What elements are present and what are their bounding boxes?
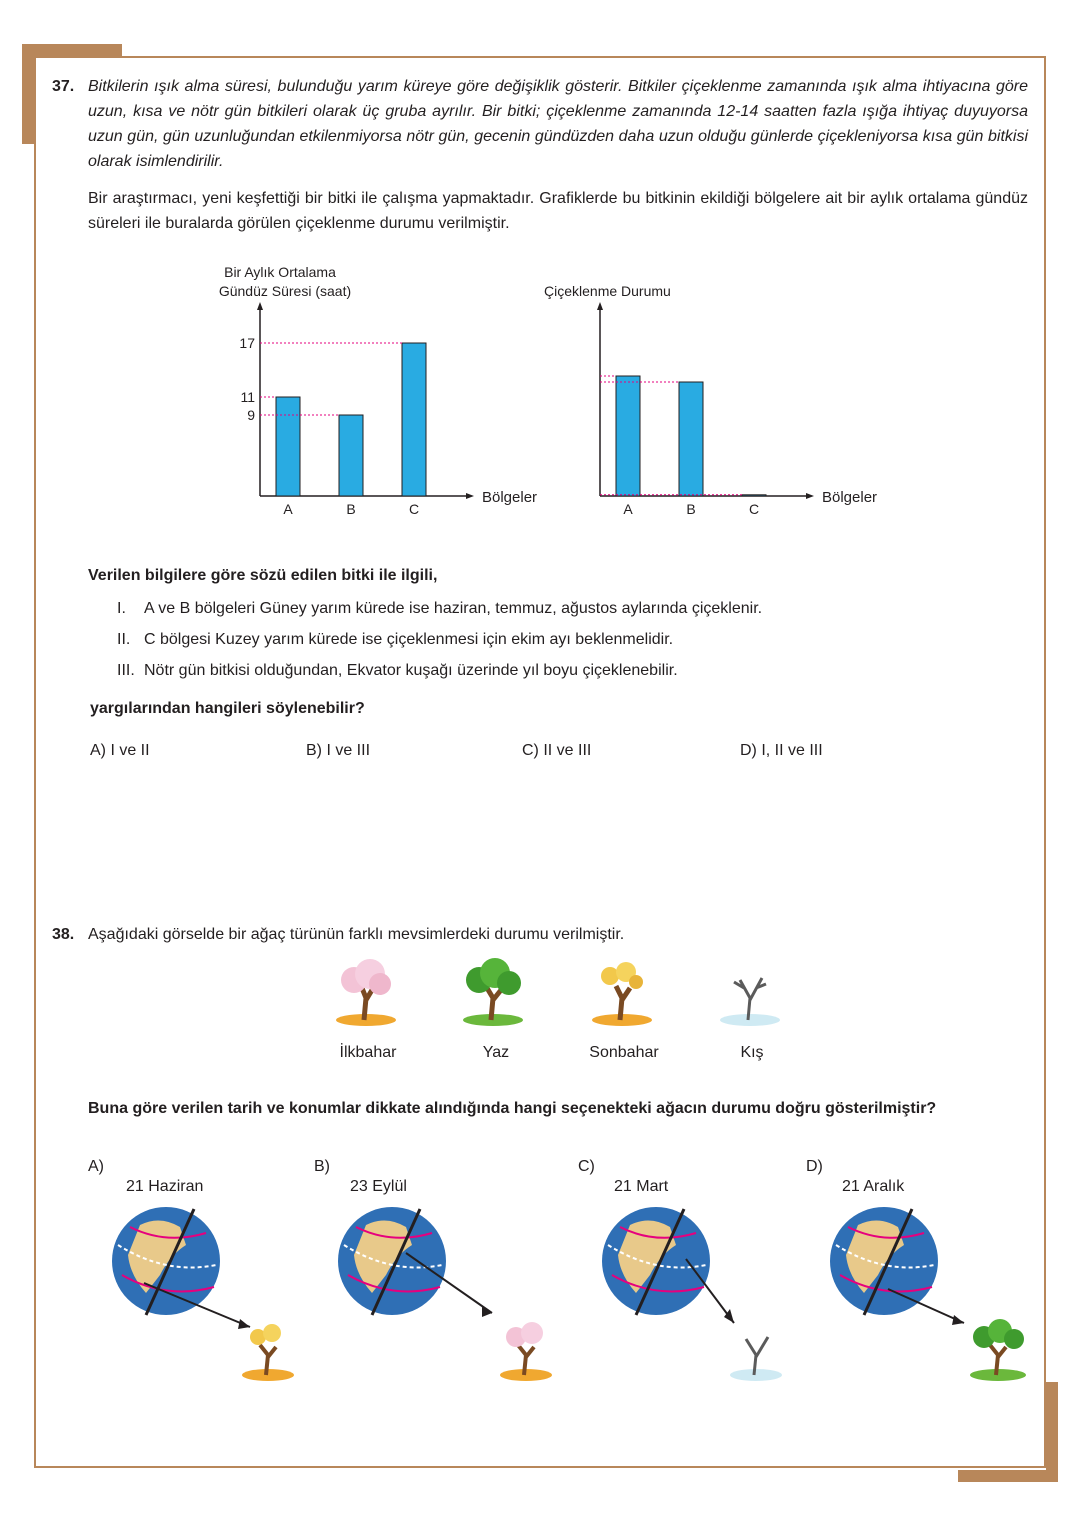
q38-option-a-date: 21 Haziran xyxy=(126,1178,204,1195)
winter-tree-icon xyxy=(730,1337,782,1381)
q38-option-a-letter[interactable]: A) xyxy=(88,1158,104,1175)
chart2-category-A: A xyxy=(623,501,633,517)
q38-option-d-letter[interactable]: D) xyxy=(806,1158,823,1175)
question-37-question: yargılarından hangileri söylenebilir? xyxy=(90,700,365,717)
q37-option-c[interactable]: C) II ve III xyxy=(522,742,592,759)
season-label-summer: Yaz xyxy=(482,1044,510,1061)
chart1-title-line1: Bir Aylık Ortalama xyxy=(224,264,336,280)
statement-2-text: C bölgesi Kuzey yarım kürede ise çiçeklenmesi için ekim ayı beklenmelidir. xyxy=(144,631,674,648)
chart2-category-C: C xyxy=(748,501,760,517)
chart2-x-arrow xyxy=(806,493,814,499)
chart2-bar-A xyxy=(616,376,640,496)
chart1-x-label: Bölgeler xyxy=(482,489,538,506)
question-37-stem: Verilen bilgilere göre sözü edilen bitki ile ilgili, xyxy=(88,567,438,584)
chart1-bar-A xyxy=(276,397,300,496)
chart2-bar-B xyxy=(679,382,703,496)
chart2-x-label: Bölgeler xyxy=(822,489,878,506)
chart2-category-B: B xyxy=(686,501,696,517)
globe-option-d xyxy=(828,1205,1034,1385)
season-label-spring: İlkbahar xyxy=(339,1044,397,1061)
summer-tree-icon xyxy=(453,958,533,1030)
season-label-autumn: Sonbahar xyxy=(589,1044,659,1061)
q37-option-a[interactable]: A) I ve II xyxy=(90,742,150,759)
q38-option-c-date: 21 Mart xyxy=(614,1178,669,1195)
chart1-category-A: A xyxy=(283,501,293,517)
q38-option-b-letter[interactable]: B) xyxy=(314,1158,330,1175)
question-37-number: 37. xyxy=(52,78,75,95)
question-37-context: Bir araştırmacı, yeni keşfettiği bir bitki ile çalışma yapmaktadır. Grafiklerde bu bitkinin ekildiği bölgelere ait bir aylık ortalama gündüz süreleri ile buralarda görülen çiçeklenme durumu verilmiştir. xyxy=(88,190,1028,232)
chart1-y-arrow xyxy=(257,302,263,310)
chart1-title-line2: Gündüz Süresi (saat) xyxy=(218,283,352,299)
statement-3-num: III. xyxy=(117,662,135,679)
flowering-bar-chart xyxy=(560,296,900,526)
chart1-tick-9: 9 xyxy=(247,407,255,423)
chart1-x-arrow xyxy=(466,493,474,499)
spring-tree-icon xyxy=(500,1322,552,1381)
season-label-winter: Kış xyxy=(740,1044,764,1061)
q37-option-d[interactable]: D) I, II ve III xyxy=(740,742,823,759)
chart1-tick-11: 11 xyxy=(240,389,255,405)
globe-option-b xyxy=(336,1205,566,1385)
statement-2-num: II. xyxy=(117,631,131,648)
chart2-y-arrow xyxy=(597,302,603,310)
statement-3-text: Nötr gün bitkisi olduğundan, Ekvator kuşağı üzerinde yıl boyu çiçeklenebilir. xyxy=(144,662,678,679)
statement-1-text: A ve B bölgeleri Güney yarım kürede ise haziran, temmuz, ağustos aylarında çiçeklenir. xyxy=(144,600,763,617)
frame-corner-top-left xyxy=(22,44,122,56)
question-38-number: 38. xyxy=(52,926,75,943)
q37-option-b[interactable]: B) I ve III xyxy=(306,742,371,759)
frame-corner-bottom-right-vertical xyxy=(1046,1382,1058,1482)
question-38-intro: Aşağıdaki görselde bir ağaç türünün farklı mevsimlerdeki durumu verilmiştir. xyxy=(88,926,625,943)
chart1-bar-C xyxy=(402,343,426,496)
daylight-bar-chart xyxy=(220,296,560,526)
autumn-tree-icon xyxy=(582,958,662,1030)
statement-1-num: I. xyxy=(117,600,126,617)
globe-option-a xyxy=(110,1205,310,1385)
chart1-category-B: B xyxy=(346,501,356,517)
autumn-tree-icon xyxy=(242,1324,294,1381)
frame-corner-top-left-vertical xyxy=(22,44,34,144)
chart1-bar-B xyxy=(339,415,363,496)
chart1-category-C: C xyxy=(408,501,420,517)
q38-option-b-date: 23 Eylül xyxy=(350,1178,407,1195)
question-38-question: Buna göre verilen tarih ve konumlar dikkate alındığında hangi seçenekteki ağacın durumu doğru gösterilmiştir? xyxy=(88,1100,937,1117)
frame-corner-bottom-right xyxy=(958,1470,1058,1482)
chart1-tick-17: 17 xyxy=(239,335,255,351)
q38-option-c-letter[interactable]: C) xyxy=(578,1158,595,1175)
q38-option-d-date: 21 Aralık xyxy=(842,1178,905,1195)
winter-tree-icon xyxy=(710,958,790,1030)
chart2-bar-C xyxy=(742,495,766,496)
spring-tree-icon xyxy=(326,958,406,1030)
globe-option-c xyxy=(600,1205,800,1385)
chart2-title: Çiçeklenme Durumu xyxy=(544,283,671,299)
summer-tree-icon xyxy=(970,1319,1026,1381)
question-37-intro: Bitkilerin ışık alma süresi, bulunduğu yarım küreye göre değişiklik gösterir. Bitkiler çiçeklenme zamanında ışık alma ihtiyacına göre uzun, kısa ve nötr gün bitkileri olarak üç gruba ayrılır. Bir bitki; çiçeklenme zamanında 12-14 saatten fazla ışığa ihtiyaç duyuyorsa uzun gün, gün uzunluğundan etkilenmiyorsa nötr gün, gecenin gündüzden daha uzun olduğu günlerde çiçekleniyorsa kısa gün bitkisi olarak isimlendirilir. xyxy=(88,78,1028,170)
